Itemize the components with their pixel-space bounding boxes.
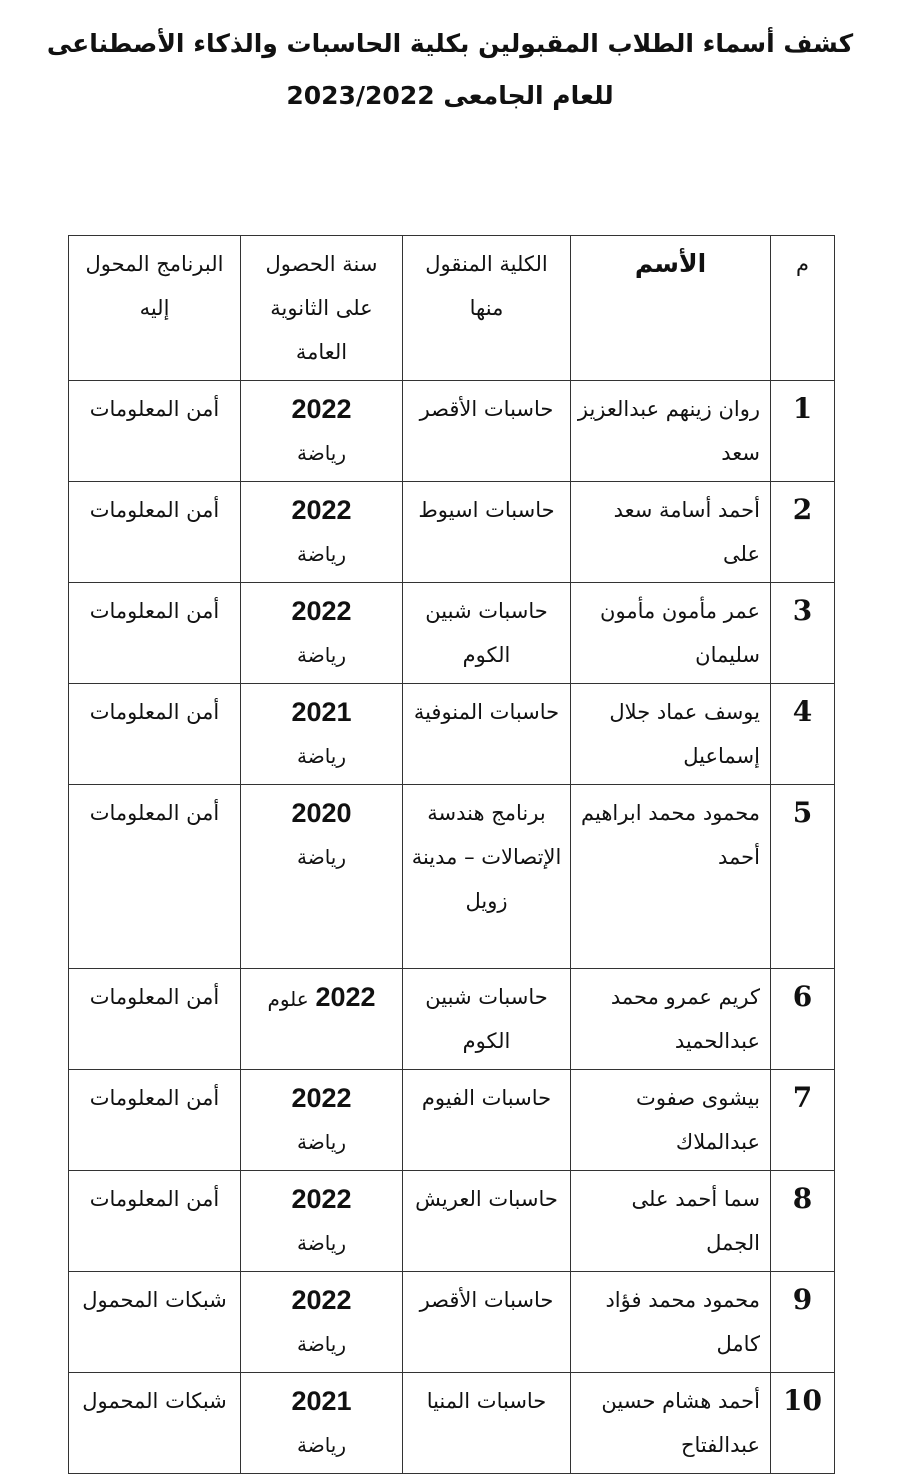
graduation-year-cell [241, 381, 403, 482]
student-name: بيشوى صفوت عبدالملاك [571, 1070, 771, 1171]
row-number: 7 [771, 1070, 835, 1171]
header-college: الكلية المنقول منها [403, 236, 571, 381]
source-college: حاسبات المنوفية [403, 684, 571, 785]
graduation-year: 2022 [291, 394, 352, 424]
graduation-year: 2022 [315, 982, 376, 1012]
table-row [69, 1070, 835, 1171]
table-row [69, 785, 835, 969]
source-college: حاسبات الأقصر [403, 1272, 571, 1373]
student-name: كريم عمرو محمد عبدالحميد [571, 969, 771, 1070]
source-college: حاسبات العريش [403, 1171, 571, 1272]
row-number: 2 [771, 482, 835, 583]
secondary-track: علوم [267, 987, 309, 1011]
student-name: سما أحمد على الجمل [571, 1171, 771, 1272]
header-name: الأسم [571, 236, 771, 381]
target-program: شبكات المحمول [69, 1272, 241, 1373]
source-college: حاسبات شبين الكوم [403, 969, 571, 1070]
header-row [69, 236, 835, 381]
source-college: حاسبات شبين الكوم [403, 583, 571, 684]
target-program: أمن المعلومات [69, 381, 241, 482]
title-line-1: كشف أسماء الطلاب المقبولين بكلية الحاسبات والذكاء الأصطناعى [46, 29, 854, 58]
row-number: 9 [771, 1272, 835, 1373]
graduation-year-cell [241, 684, 403, 785]
target-program: أمن المعلومات [69, 482, 241, 583]
student-name: أحمد أسامة سعد على [571, 482, 771, 583]
target-program: أمن المعلومات [69, 785, 241, 969]
header-program: البرنامج المحول إليه [69, 236, 241, 381]
secondary-track: رياضة [296, 744, 347, 768]
table-row [69, 1373, 835, 1474]
table-row [69, 969, 835, 1070]
secondary-track: رياضة [296, 542, 347, 566]
graduation-year: 2020 [291, 798, 352, 828]
source-college: حاسبات المنيا [403, 1373, 571, 1474]
title-line-2: للعام الجامعى 2023/2022 [286, 81, 614, 110]
target-program: أمن المعلومات [69, 1070, 241, 1171]
graduation-year: 2022 [291, 1285, 352, 1315]
row-number: 1 [771, 381, 835, 482]
header-num: م [771, 236, 835, 381]
source-college: حاسبات اسيوط [403, 482, 571, 583]
secondary-track: رياضة [296, 1231, 347, 1255]
row-number: 3 [771, 583, 835, 684]
secondary-track: رياضة [296, 845, 347, 869]
source-college: حاسبات الفيوم [403, 1070, 571, 1171]
secondary-track: رياضة [296, 1332, 347, 1356]
row-number: 10 [771, 1373, 835, 1474]
graduation-year: 2021 [291, 1386, 352, 1416]
secondary-track: رياضة [296, 441, 347, 465]
row-number: 8 [771, 1171, 835, 1272]
secondary-track: رياضة [296, 643, 347, 667]
student-name: روان زينهم عبدالعزيز سعد [571, 381, 771, 482]
source-college: برنامج هندسة الإتصالات – مدينة زويل [403, 785, 571, 969]
secondary-track: رياضة [296, 1130, 347, 1154]
graduation-year: 2022 [291, 1083, 352, 1113]
target-program: أمن المعلومات [69, 684, 241, 785]
student-name: يوسف عماد جلال إسماعيل [571, 684, 771, 785]
graduation-year-cell [241, 1272, 403, 1373]
graduation-year: 2021 [291, 697, 352, 727]
graduation-year-cell [241, 969, 403, 1070]
header-year: سنة الحصول على الثانوية العامة [241, 236, 403, 381]
row-number: 5 [771, 785, 835, 969]
target-program: شبكات المحمول [69, 1373, 241, 1474]
students-table [68, 235, 835, 1474]
graduation-year-cell [241, 1070, 403, 1171]
table-row [69, 482, 835, 583]
graduation-year: 2022 [291, 495, 352, 525]
target-program: أمن المعلومات [69, 1171, 241, 1272]
target-program: أمن المعلومات [69, 969, 241, 1070]
student-name: عمر مأمون مأمون سليمان [571, 583, 771, 684]
row-number: 6 [771, 969, 835, 1070]
graduation-year-cell [241, 1373, 403, 1474]
table-row [69, 1272, 835, 1373]
student-name: محمود محمد ابراهيم أحمد [571, 785, 771, 969]
source-college: حاسبات الأقصر [403, 381, 571, 482]
secondary-track: رياضة [296, 1433, 347, 1457]
page-title [30, 18, 870, 122]
table-row [69, 1171, 835, 1272]
graduation-year: 2022 [291, 596, 352, 626]
table-body [69, 381, 835, 1474]
table-row [69, 381, 835, 482]
table-row [69, 583, 835, 684]
table-row [69, 684, 835, 785]
row-number: 4 [771, 684, 835, 785]
student-name: أحمد هشام حسين عبدالفتاح [571, 1373, 771, 1474]
graduation-year-cell [241, 482, 403, 583]
graduation-year-cell [241, 1171, 403, 1272]
graduation-year: 2022 [291, 1184, 352, 1214]
graduation-year-cell [241, 583, 403, 684]
student-name: محمود محمد فؤاد كامل [571, 1272, 771, 1373]
graduation-year-cell [241, 785, 403, 969]
target-program: أمن المعلومات [69, 583, 241, 684]
